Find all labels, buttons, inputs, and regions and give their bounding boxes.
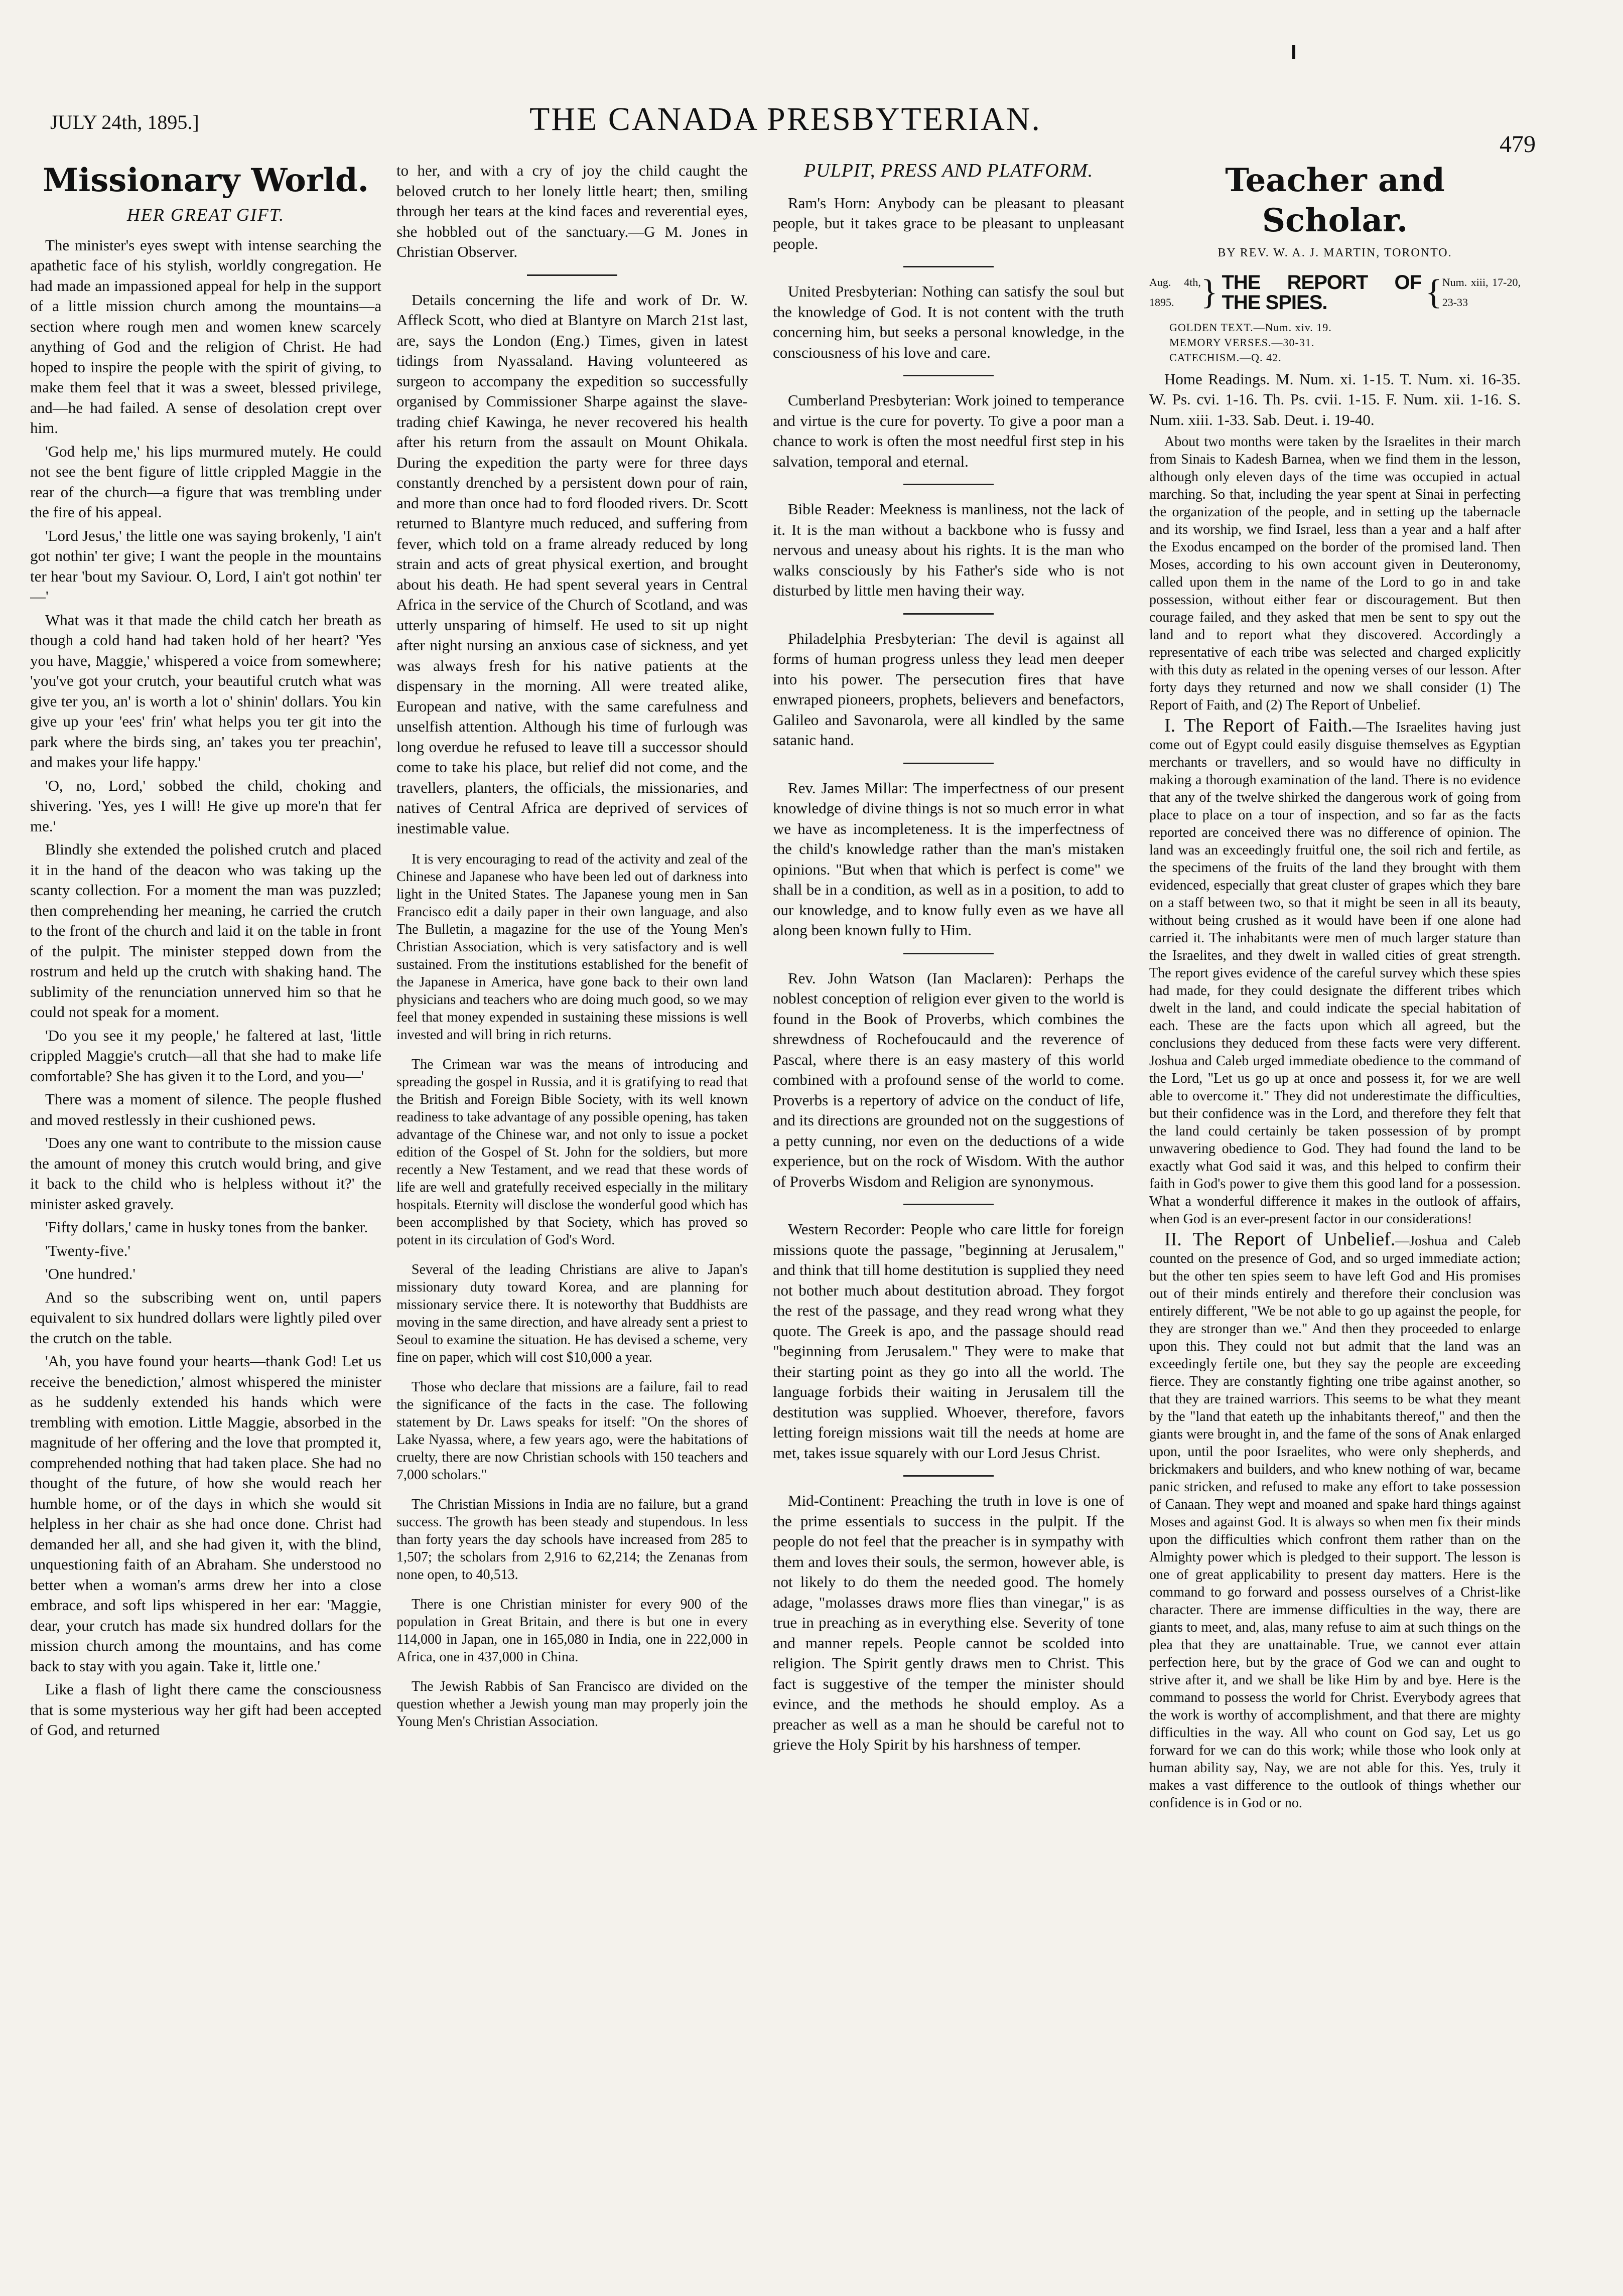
paragraph: The Jewish Rabbis of San Francisco are divided on the question whether a Jewish young man may properly join the Young Men's Christian Association. bbox=[396, 1679, 748, 1730]
paragraph: 'Does any one want to contribute to the mission cause the amount of money this crutch would bring, and give it back to the child who is helpless without it?' the minister asked gravely. bbox=[30, 1134, 381, 1213]
paragraph: The minister's eyes swept with intense searching the apathetic face of his stylish, worldly congregation. He had made an impassioned appeal for help in the support of a little mission church among the mountains—a section where rough men and women knew scarcely anything of God and the religion of Christ. He had hoped to inspire the people with the spirit of giving, to make them feel that it was a sweet, blessed privilege, and—he had failed. A sense of desolation crept over him. bbox=[30, 236, 381, 437]
paragraph: Blindly she extended the polished crutch and placed it in the hand of the deacon who was taking up the scanty collection. For a moment the man was puzzled; then comprehending her meaning, he carried the crutch to the front of the church and laid it on the table in front of the pulpit. The minister stepped down from the rostrum and held up the crutch with shaking hand. The sublimity of the renunciation unnerved him so that he could not speak for a moment. bbox=[30, 840, 381, 1021]
divider bbox=[903, 1204, 994, 1205]
paragraph: 'Lord Jesus,' the little one was saying brokenly, 'I ain't got nothin' ter give; I want the people in the mountains ter hear 'bout my Saviour. O, Lord, I ain't got nothin' ter—' bbox=[30, 526, 381, 605]
paragraph: United Presbyterian: Nothing can satisfy the soul but the knowledge of God. It is not content with the truth concerning him, but seeks a personal knowledge, in the consciousness of his love and care. bbox=[773, 282, 1124, 361]
paragraph: It is very encouraging to read of the activity and zeal of the Chinese and Japanese who have been led out of darkness into light in the United States. The Japanese young men in San Francisco edit a daily paper in their own language, and also The Bulletin, a magazine for the use of the Young Men's Christian Association, which is very satisfactory and is well sustained. From the institutions established for the benefit of the Japanese in America, have gone back to their own land physicians and teachers who are doing much good, so we may feel that money expended in sustaining these missions is well invested and will bring in rich returns. bbox=[396, 851, 748, 1043]
golden-text: GOLDEN TEXT.—Num. xiv. 19. bbox=[1169, 321, 1332, 334]
paragraph: What was it that made the child catch her breath as though a cold hand had taken hold of her heart? 'Yes you have, Maggie,' whispered a voice from somewhere; 'you've got your crutch, your beautiful crutch what was give ter you, an' is worth a lot o' shinin' dollars. You kin give up your 'ees' frin' what helps you ter git into the park where the birds sing, an' takes you ter preachin', and makes your life happy.' bbox=[30, 611, 381, 771]
paragraph: Ram's Horn: Anybody can be pleasant to pleasant people, but it takes grace to be pleasant to unpleasant people. bbox=[773, 194, 1124, 252]
paragraph: 'O, no, Lord,' sobbed the child, choking and shivering. 'Yes, yes I will! He give up more'n that fer me.' bbox=[30, 776, 381, 835]
paragraph: And so the subscribing went on, until papers equivalent to six hundred dollars were lightly piled over the crutch on the table. bbox=[30, 1288, 381, 1347]
paragraph: Mid-Continent: Preaching the truth in love is one of the prime essentials to success in the pulpit. If the people do not feel that the preacher is in sympathy with them and loves their souls, the sermon, however able, is not likely to do them the needed good. The homely adage, "molasses draws more flies than vinegar," is as true in preaching as in everything else. Severity of tone and manner repels. People cannot be scolded into religion. The Spirit gently draws men to Christ. This fact is suggestive of the temper the minister should evince, and the methods he should employ. As a preacher as well as a man he should be careful not to grieve the Holy Spirit by his harshness of temper. bbox=[773, 1492, 1124, 1753]
speck-mark bbox=[1292, 45, 1295, 59]
divider bbox=[903, 266, 994, 267]
issue-date: JULY 24th, 1895.] bbox=[50, 111, 199, 133]
column-mission-notes bbox=[396, 161, 748, 2268]
paragraph: 'Twenty-five.' bbox=[45, 1241, 130, 1259]
author-line: BY REV. W. A. J. MARTIN, TORONTO. bbox=[1218, 246, 1452, 259]
divider bbox=[527, 274, 617, 276]
paragraph: Like a flash of light there came the consciousness that is some mysterious way her gift had been accepted of God, and returned bbox=[30, 1680, 381, 1739]
paragraph: Details concerning the life and work of Dr. W. Affleck Scott, who died at Blantyre on March 21st last, are, says the London (Eng.) Times, given in latest tidings from Nyassaland. Having volunteered as surgeon to accompany the expedition so successfully organised by Commissioner Sharpe against the slave-trading chief Kawinga, he never recovered his health after his return from the assault on Mount Ohikala. During the expedition the party were for three days constantly drenched by a persistent down pour of rain, and more than once had to ford flooded rivers. Dr. Scott returned to Blantyre much reduced, and suffering from fever, which told on a frame already reduced by long strain and acts of great physical exertion, and brought about his death. He had spent several years in Central Africa in the service of the Church of Scotland, and was utterly unsparing of himself. He used to sit up night after night nursing an anxious case of sickness, and yet was always fresh for his native patients at the dispensary in the morning. All were treated alike, European and native, with the same carefulness and unselfish attention. Although his time of furlough was long overdue he refused to leave till a successor should come to take his place, but relief did not come, and the travellers, planters, the officials, the missionaries, and natives of Central Africa are deprived of services of inestimable value. bbox=[396, 291, 748, 837]
paragraph: Rev. James Millar: The imperfectness of our present knowledge of divine things is not so much error in what we have as incompleteness. It is the imperfectness of the child's knowledge rather than the man's mistaken opinions. "But when that which is perfect is come" we shall be in a condition, as well as in a position, to add to our knowledge, and to know fully even as we have all along been known fully to Him. bbox=[773, 779, 1124, 939]
divider bbox=[903, 484, 994, 485]
column-teacher-and-scholar bbox=[1149, 161, 1521, 2268]
newspaper-title: THE CANADA PRESBYTERIAN. bbox=[529, 101, 1041, 137]
paragraph: Rev. John Watson (Ian Maclaren): Perhaps the noblest conception of religion ever given to the world is found in the Book of Proverbs, which combines the shrewdness of Rochefoucauld and the reverence of Pascal, where there is an easy mastery of this world combined with a profound sense of the world to come. Proverbs is a repertory of advice on the conduct of life, and its directions are grounded not on the suggestions of a petty cunning, nor even on the deductions of a wide experience, but on the rock of Wisdom. With the author of Proverbs Wisdom and Religion are synonymous. bbox=[773, 969, 1124, 1190]
paragraph: 'Ah, you have found your hearts—thank God! Let us receive the benediction,' almost whispered the minister as he suddenly extended his hands which were trembling with emotion. Little Maggie, absorbed in the magnitude of her offering and the love that prompted it, comprehended nothing that had taken place. She had no thought of the future, of how she would reach her humble home, or of the days in which she would sit helpless in her chair as she had once done. Christ had demanded her all, and she had given it, with the blind, unquestioning faith of an Abraham. She understood no better when a woman's arms drew her into a close embrace, and soft lips whispered in her ear: 'Maggie, dear, your crutch has made six hundred dollars for the mission church among the mountains, and has come back to stay with you again. Take it, little one.' bbox=[30, 1352, 381, 1675]
page-number: 479 bbox=[1500, 131, 1536, 158]
lesson-date: Aug. 4th, 1895. bbox=[1149, 275, 1201, 309]
paragraph: Bible Reader: Meekness is manliness, not the lack of it. It is the man without a backbone who is fussy and nervous and uneasy about his rights. It is the man who walks consciously by his Father's side who is not disturbed by little men having their way. bbox=[773, 500, 1124, 599]
unbelief-heading: II. The Report of Unbelief. bbox=[1164, 1229, 1396, 1250]
paragraph: Cumberland Presbyterian: Work joined to temperance and virtue is the cure for poverty. To give a poor man a chance to work is often the most needful first step in his salvation, temporal and eternal. bbox=[773, 391, 1124, 470]
brace-left-icon: } bbox=[1200, 273, 1218, 312]
section-title-pulpit-press-platform: PULPIT, PRESS AND PLATFORM. bbox=[803, 161, 1094, 181]
paragraph: The Crimean war was the means of introducing and spreading the gospel in Russia, and it is gratifying to read that the British and Foreign Bible Society, with its well known readiness to take advantage of any possible opening, has taken advantage of the Chinese war, and not only to issue a pocket edition of the Gospel of St. John for the soldiers, but more recently a New Testament, and we read that these words of life are well and gratefully received especially in the military hospitals. Eternity will disclose the wonderful good which has been accomplished by that Society, which has proved so potent in its circulation of God's Word. bbox=[396, 1057, 748, 1248]
paragraph: Several of the leading Christians are alive to Japan's missionary duty toward Korea, and are planning for missionary service there. It is noteworthy that Buddhists are moving in the same direction, and have already sent a priest to Seoul to examine the situation. He has devised a scheme, very fine on paper, which will cost $10,000 a year. bbox=[396, 1262, 748, 1365]
memory-verses: MEMORY VERSES.—30-31. bbox=[1169, 336, 1315, 349]
paragraph: 'Fifty dollars,' came in husky tones from the banker. bbox=[45, 1218, 368, 1236]
paragraph-faith bbox=[1149, 717, 1521, 1228]
divider bbox=[903, 613, 994, 615]
section-title-missionary-world: Missionary World. bbox=[43, 162, 369, 199]
divider bbox=[903, 763, 994, 764]
paragraph: 'God help me,' his lips murmured mutely. He could not see the bent figure of little crippled Maggie in the rear of the church—a figure that was trembling under the fire of his appeal. bbox=[30, 442, 381, 521]
story-title: HER GREAT GIFT. bbox=[126, 205, 285, 225]
paragraph: The Christian Missions in India are no failure, but a grand success. The growth has been steady and stupendous. In less than forty years the day schools have increased from 285 to 1,507; the scholars from 2,916 to 62,214; the Zenanas from none open, to 40,513. bbox=[396, 1497, 748, 1583]
paragraph: Those who declare that missions are a failure, fail to read the significance of the facts in the case. The following statement by Dr. Laws speaks for itself: "On the shores of Lake Nyassa, where, a few years ago, were the habitations of cruelty, there are now Christian schools with 150 teachers and 7,000 scholars." bbox=[396, 1379, 748, 1483]
column-missionary-world bbox=[30, 161, 381, 2268]
divider bbox=[903, 953, 994, 954]
brace-right-icon: { bbox=[1425, 273, 1442, 312]
paragraph: Home Readings. M. Num. xi. 1-15. T. Num. xi. 16-35. W. Ps. cvi. 1-16. Th. Ps. cvii. 1-15. F. Num. xii. 1-16. S. Num. xiii. 1-33. Sab. Deut. i. 19-40. bbox=[1149, 370, 1521, 428]
section-title-teacher-and-scholar: Teacher and Scholar. bbox=[1225, 162, 1445, 239]
lesson-header bbox=[1149, 272, 1521, 313]
faith-heading: I. The Report of Faith. bbox=[1164, 715, 1352, 736]
divider bbox=[903, 375, 994, 376]
page-header bbox=[30, 100, 1541, 156]
lesson-reference: Num. xiii, 17-20, 23-33 bbox=[1442, 275, 1521, 309]
paragraph: 'Do you see it my people,' he faltered at last, 'little crippled Maggie's crutch—all that she had to make life comfortable? She has given it to the Lord, and you—' bbox=[30, 1026, 381, 1085]
column-pulpit-press-platform bbox=[773, 161, 1124, 2268]
catechism: CATECHISM.—Q. 42. bbox=[1169, 351, 1282, 364]
paragraph: About two months were taken by the Israelites in their march from Sinais to Kadesh Barnea, when we find them in the lesson, although only eleven days of the time was occupied in actual marching. So that, including the year spent at Sinai in perfecting the organization of the people, and in setting up the tabernacle and its worship, we find Israel, less than a year and a half after the Exodus encamped on the border of the promised land. Then Moses, according to his own account given in Deuteronomy, called upon them in the name of the Lord to go in and take possession, without either fear or discouragement. But then courage failed, and they asked that men be sent to spy out the land and to report what they discovered. Accordingly a representative of each tribe was selected and charged explicitly with this duty as related in the opening verses of our lesson. After forty days they returned and now we shall consider (1) The Report of Faith, and (2) The Report of Unbelief. bbox=[1149, 434, 1521, 713]
paragraph: Western Recorder: People who care little for foreign missions quote the passage, "beginning at Jerusalem," and think that till home destitution is supplied they need not bother much about destitution abroad. They forgot the rest of the passage, and they read wrong what they quote. The Greek is apo, and the passage should read "beginning from Jerusalem." They were to make that their starting point as they go into all the world. The language forbids their waiting in Jerusalem till the destitution was supplied. Whoever, therefore, favors letting foreign missions wait till the needs at home are met, takes issue squarely with our Lord Jesus Christ. bbox=[773, 1220, 1124, 1462]
divider bbox=[903, 1475, 994, 1477]
paragraph: to her, and with a cry of joy the child caught the beloved crutch to her lonely little heart; then, smiling through her tears at the kind faces and reverential eyes, she hobbled out of the sanctuary.—G M. Jones in Christian Observer. bbox=[396, 162, 748, 260]
paragraph: There is one Christian minister for every 900 of the population in Great Britain, and there is but one in every 114,000 in Japan, one in 165,080 in India, one in 222,000 in Africa, one in 437,000 in China. bbox=[396, 1597, 748, 1665]
lesson-title: THE REPORT OF THE SPIES. bbox=[1222, 271, 1422, 314]
unbelief-text: —Joshua and Caleb counted on the presence of God, and so urged immediate action; but the other ten spies seem to have left God and His promises out of their minds entirely and therefore their conclusion was entirely different, "We be not able to go up against the people, for they are stronger than we." And then they proceeded to enlarge upon this. They could not but admit that the land was an exceedingly fertile one, but they say the people are exceeding fierce. They are constantly fighting one tribe against another, so that they are trained warriors. This seems to be what they meant by the "land that eateth up the inhabitants thereof," and then the giants were brought in, and the fame of the sons of Anak enlarged upon, until the poor Israelites, who were only shepherds, and brickmakers and builders, and who knew nothing of war, became panic stricken, and refused to make any effort to take possession of Canaan. They wept and moaned and spake hard things against Moses and against God. It is always so when men fix their minds upon the difficulties which confront them rather than on the Almighty power which is pledged to their support. The lesson is one of great applicability to present day matters. Here is the command to go forward and possess ourselves of a Christ-like character. There are immense difficulties in the way, there are giants to meet, and, alas, many refuse to aim at such things on the plea that they are unattainable. True, we cannot ever attain perfection here, but by the grace of God we can and ought to strive after it, and we shall be like Him by and bye. Here is the command to possess the world for Christ. Everybody agrees that the work is worthy of accomplishment, and that there are mighty difficulties in the way. All who count on God say, Let us go forward for we can do this work; while those who look only at human ability say, Nay, we are not able for this. Yes, truly it makes a vast difference to the outlook of things whether our confidence is in God or no. bbox=[1149, 1233, 1521, 1811]
paragraph: 'One hundred.' bbox=[45, 1265, 136, 1282]
paragraph: There was a moment of silence. The people flushed and moved restlessly in their cushioned pews. bbox=[30, 1090, 381, 1128]
paragraph: Philadelphia Presbyterian: The devil is against all forms of human progress unless they lead men deeper into his power. The persecution fires that have enwraped pioneers, prophets, believers and benefactors, Galileo and Savonarola, were all kindled by the same satanic hand. bbox=[773, 629, 1124, 749]
paragraph-unbelief bbox=[1149, 1231, 1521, 1812]
faith-text: —The Israelites having just come out of Egypt could easily disguise themselves as Egyptian merchants or travellers, and so would have no difficulty in making a thorough examination of the land. There is no evidence that any of the twelve shirked the dangerous work of going from place to place on a tour of inspection, and so far as the facts reported are conceived there was no difference of opinion. The land was an exceedingly fruitful one, the soil rich and fertile, as the specimens of the fruits of the land they brought with them evidenced, especially that great cluster of grapes which they bare on a staff between two, so that it might be seen in all its beauty, without being crushed as it would have been if one alone had carried it. The inhabitants were men of much larger stature than the Israelites, and they dwelt in walled cities of great strength. The report gives evidence of the careful survey which these spies had made, for they could designate the different tribes which dwelt in the land, and could indicate the special habitation of each. These are the facts upon which all agreed, but the conclusions they deduced from these facts were very different. Joshua and Caleb urged immediate obedience to the command of the Lord, "Let us go up at once and possess it, for we are well able to overcome it." They did not underestimate the difficulties, but their confidence was in the Lord, and therefore they felt that the land could certainly be taken possession of by prompt unwavering obedience to God. They had found the land to be exactly what God said it was, and this helped to confirm their faith in God's power to give them this good land for a possession. What a wonderful difference it makes in the outlook of affairs, when God is an ever-present factor in our considerations! bbox=[1149, 720, 1521, 1227]
